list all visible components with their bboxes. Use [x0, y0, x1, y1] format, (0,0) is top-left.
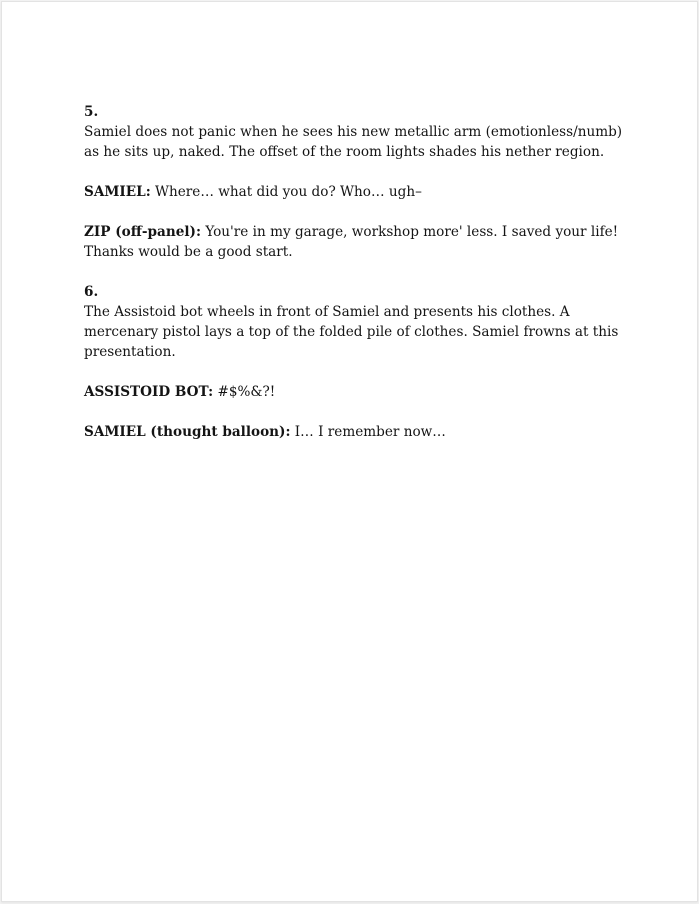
panel-description: The Assistoid bot wheels in front of Samiel and presents his clothes. A mercenary pistol lays a top of the folded pile of clothes. Samiel frowns at this presentation.	[84, 304, 619, 360]
speaker-name: ZIP (off-panel):	[84, 224, 201, 240]
dialogue-line	[84, 222, 629, 262]
dialogue-line	[84, 382, 629, 402]
speaker-name: SAMIEL (thought balloon):	[84, 424, 291, 440]
dialogue-line	[84, 422, 629, 442]
document-page	[1, 1, 698, 902]
panel-number: 5.	[84, 104, 99, 120]
panel-5	[84, 102, 629, 162]
speaker-name: SAMIEL:	[84, 184, 151, 200]
dialogue-text: You're in my garage, workshop more' less. I saved your life! Thanks would be a good start.	[84, 224, 619, 260]
panel-6	[84, 282, 629, 362]
dialogue-text: Where… what did you do? Who… ugh–	[150, 184, 422, 200]
panel-number: 6.	[84, 284, 99, 300]
script-body	[84, 102, 629, 462]
dialogue-line	[84, 182, 629, 202]
dialogue-text: #$%&?!	[213, 384, 276, 400]
panel-description: Samiel does not panic when he sees his new metallic arm (emotionless/numb) as he sits up, naked. The offset of the room lights shades his nether region.	[84, 124, 623, 160]
speaker-name: ASSISTOID BOT:	[84, 384, 214, 400]
dialogue-text: I… I remember now…	[290, 424, 446, 440]
